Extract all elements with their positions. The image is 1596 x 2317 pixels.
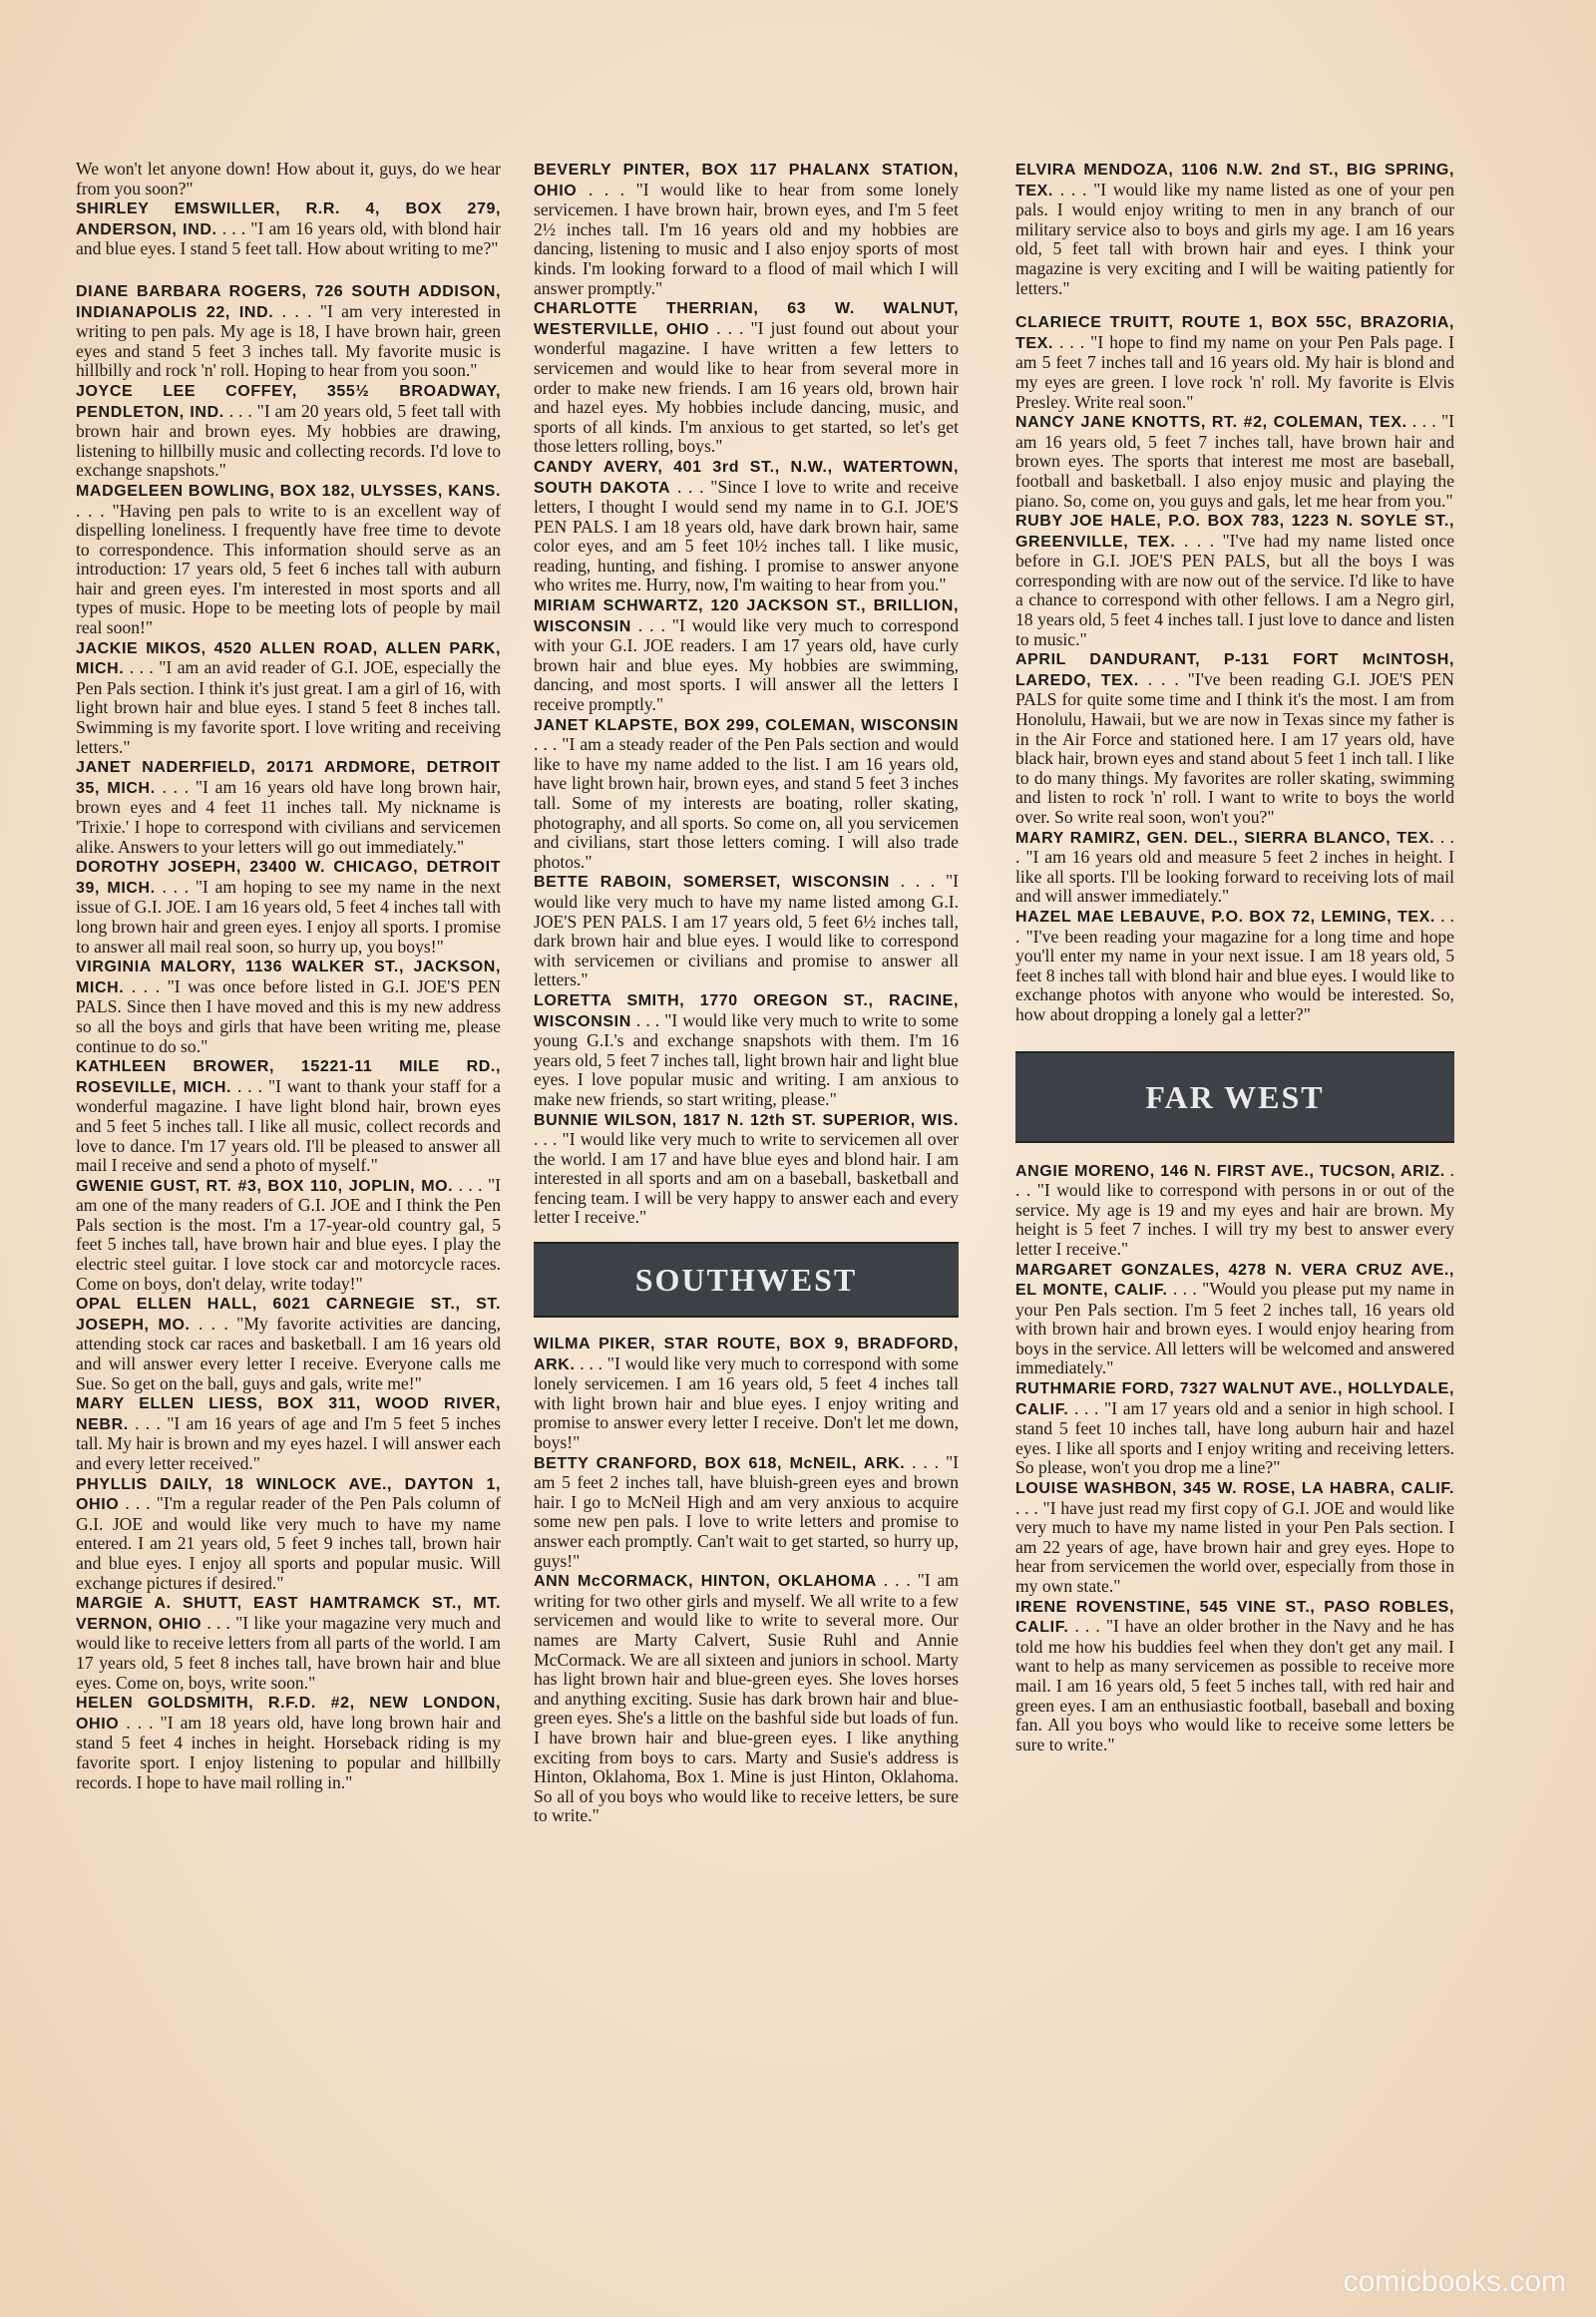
entry-text: . . . "I've been reading G.I. JOE'S PEN PALS for quite some time and I think it's the most. I am from Honolulu, Hawaii, but we are now in Texas since my father is in the Air Force and stationed here. I am 17 years old, have black hair, brown eyes and stand about 5 feet 1 inch tall. I like to do many things. My favorites are roller skating, swimming and listen to rock 'n' roll. I want to write to boys the world over. So write real soon, won't you?" (1015, 668, 1454, 827)
entry-name-address: IRENE ROVENSTINE, 545 VINE ST., PASO ROBLES, CALIF. (1015, 1598, 1454, 1637)
entry-text: . . . "I would like to correspond with persons in or out of the service. My age is 19 and my eyes and hair are brown. My height is 5 feet 7 inches. I will try my best to answer every letter I receive." (1015, 1159, 1454, 1259)
entry-text: . . . "I am 16 years old have long brown hair, brown eyes and 4 feet 11 inches tall. My nickname is 'Trixie.' I hope to correspond with civilians and servicemen alike. Answers to your letters will go out immediately." (76, 776, 501, 857)
pen-pal-entry (76, 1593, 501, 1693)
pen-pal-entry (76, 857, 501, 957)
column-1 (76, 160, 501, 1792)
entry-name-address: WILMA PIKER, STAR ROUTE, BOX 9, BRADFORD, ARK. (534, 1336, 959, 1373)
entry-text: . . . "I would like my name listed as one of your pen pals. I would enjoy writing to men in any branch of our military service also to boys and girls my age. I am 16 years old, 5 feet tall with brown hair and eyes. I think your magazine is very exciting and I will be waiting patiently for letters." (1015, 179, 1454, 298)
pen-pal-entry (1015, 1378, 1454, 1478)
entry-name-address: PHYLLIS DAILY, 18 WINLOCK AVE., DAYTON 1, OHIO (76, 1475, 501, 1514)
entry-name-address: ELVIRA MENDOZA, 1106 N.W. 2nd ST., BIG SPRING, TEX. (1015, 162, 1454, 199)
entry-text: . . . "I am writing for two other girls and myself. We all write to a few servicemen and would like to write to several more. Our names are Marty Calvert, Susie Ruhl and Annie McCormack. We are all sixteen and juniors in school. Marty has light brown hair and blue-green eyes. She loves horses and anything exciting. Susie has dark brown hair and blue-green eyes. She's a little on the bashful side but loads of fun. I have brown hair and blue-green eyes. I like anything exciting from boys to cars. Marty and Susie's address is Hinton, Oklahoma, Box 1. Mine is just Hinton, Oklahoma. So all of you boys who would like to receive letters, be sure to write." (534, 1570, 959, 1826)
entry-name-address: GWENIE GUST, RT. #3, BOX 110, JOPLIN, MO. (76, 1177, 454, 1195)
pen-pal-entry (76, 481, 501, 638)
entry-text: . . . "I like your magazine very much and would like to receive letters from all parts of the world. I am 17 years old, 5 feet 8 inches tall, have brown hair and blue eyes. Come on, boys, write soon." (76, 1612, 502, 1693)
column-3 (1015, 160, 1454, 1754)
pen-pal-entry (76, 1294, 501, 1393)
pen-pal-entry (76, 957, 501, 1056)
pen-pal-entry (1015, 828, 1454, 907)
entry-text: . . . "I am an avid reader of G.I. JOE, especially the Pen Pals section. I think it's just great. I am a girl of 16, with light brown hair and blue eyes. I stand 5 feet 8 inches tall. Swimming is my favorite sport. I love writing and receiving letters." (76, 657, 501, 757)
entry-name-address: JANET KLAPSTE, BOX 299, COLEMAN, WISCONSIN (534, 716, 959, 734)
entry-text: . . . "I would like very much to write to servicemen all over the world. I am 17 and have blue eyes and blond hair. I am interested in all sports and am on a baseball, basketball and fencing team. I will be very happy to answer each and every letter I receive." (534, 1129, 959, 1228)
entry-name-address: BEVERLY PINTER, BOX 117 PHALANX STATION, OHIO (534, 162, 959, 199)
entry-name-address: CHARLOTTE THERRIAN, 63 W. WALNUT, WESTERVILLE, OHIO (534, 300, 959, 338)
entry-text: . . . "I am 17 years old and a senior in high school. I stand 5 feet 10 inches tall, have long auburn hair and hazel eyes. I like all sports and I enjoy writing and receiving letters. So please, won't you drop me a line?" (1015, 1397, 1454, 1478)
entry-name-address: JANET NADERFIELD, 20171 ARDMORE, DETROIT 35, MICH. (76, 759, 501, 797)
entry-name-address: ANN McCORMACK, HINTON, OKLAHOMA (534, 1573, 877, 1591)
pen-pal-entry (76, 1056, 501, 1176)
pen-pal-entry (1015, 649, 1454, 827)
pen-pal-entry (534, 1571, 959, 1826)
entry-name-address: OPAL ELLEN HALL, 6021 CARNEGIE ST., ST. JOSEPH, MO. (76, 1296, 501, 1334)
entry-name-address: BUNNIE WILSON, 1817 N. 12th ST. SUPERIOR, WIS. (534, 1111, 959, 1129)
entry-name-address: ANGIE MORENO, 146 N. FIRST AVE., TUCSON, ARIZ. (1015, 1162, 1445, 1180)
entry-name-address: LOUISE WASHBON, 345 W. ROSE, LA HABRA, CALIF. (1015, 1480, 1454, 1498)
pen-pal-entry (534, 1334, 959, 1453)
entry-text: . . . "I am one of the many readers of G.I. JOE and I think the Pen Pals section is the most. I'm a 17-year-old country gal, 5 feet 5 inches tall, have brown hair and blue eyes. I play the electric steel guitar. I love stock car and motorcycle races. Come on boys, don't delay, write today!" (76, 1174, 502, 1294)
pen-pal-entry (534, 1110, 959, 1229)
entry-name-address: DOROTHY JOSEPH, 23400 W. CHICAGO, DETROIT 39, MICH. (76, 859, 501, 897)
pen-pal-entry (534, 872, 959, 990)
entry-text: . . . "Would you please put my name in your Pen Pals section. I'm 5 feet 2 inches tall, 16 years old with brown hair and brown eyes. I would enjoy hearing from boys in the service. All letters will be welcomed and answered immediately." (1015, 1279, 1454, 1378)
pen-pal-entry (76, 1176, 501, 1295)
entry-text: . . . "I would like very much to write to some young G.I.'s and exchange snapshots with them. I'm 16 years old, 5 feet 7 inches tall, light brown hair and light blue eyes. I love popular music and writing. I am anxious to make new friends, so start writing, please." (534, 1009, 959, 1109)
entry-text: . . . "I hope to find my name on your Pen Pals page. I am 5 feet 7 inches tall and 16 years old. My hair is blond and my eyes are green. I love rock 'n' roll. My favorite is Elvis Presley. Write real soon." (1015, 331, 1454, 412)
pen-pal-entry (1015, 312, 1454, 412)
entry-name-address: DIANE BARBARA ROGERS, 726 SOUTH ADDISON, INDIANAPOLIS 22, IND. (76, 282, 501, 321)
entry-text: . . . "I am hoping to see my name in the next issue of G.I. JOE. I am 16 years old, 5 feet 4 inches tall with long brown hair and green eyes. I enjoy all sports. I promise to answer all mail real soon, so hurry up, you boys!" (76, 876, 501, 957)
entry-name-address: KATHLEEN BROWER, 15221-11 MILE RD., ROSEVILLE, MICH. (76, 1058, 501, 1096)
entry-text: . . . "I am 18 years old, have long brown hair and stand 5 feet 4 inches in height. Horseback riding is my favorite sport. I enjoy listening to popular and hillbilly records. I hope to have mail rolling in." (76, 1712, 501, 1792)
entry-name-address: MIRIAM SCHWARTZ, 120 JACKSON ST., BRILLION, WISCONSIN (534, 597, 959, 635)
pen-pal-entry (1015, 160, 1454, 298)
entry-name-address: MADGELEEN BOWLING, BOX 182, ULYSSES, KANS. (76, 482, 501, 500)
pen-pal-entry (534, 990, 959, 1110)
pen-pal-entry (1015, 1478, 1454, 1597)
entry-text: . . . "I am 16 years old, with blond hair and blue eyes. I stand 5 feet tall. How about writing to me?" (76, 217, 501, 259)
entry-text: . . . "I'm a regular reader of the Pen Pals column of G.I. JOE and would like very much to have my name entered. I am 21 years old, 5 feet 9 inches tall, brown hair and blue eyes. I enjoy all sports and popular music. Will exchange pictures if desired." (76, 1493, 501, 1593)
pen-pal-entry (76, 381, 501, 481)
pen-pal-entry (534, 1453, 959, 1572)
pen-pal-entry (76, 1693, 501, 1792)
pen-pal-entry (1015, 907, 1454, 1025)
pen-pal-entry (534, 160, 959, 298)
entry-text: . . . "I would like very much to correspond with your G.I. JOE readers. I am 17 years old, have curly brown hair and blue eyes. My hobbies are swimming, dancing, and most sports. I will answer all the letters I receive promptly." (534, 614, 959, 715)
entry-text: . . . "Since I love to write and receive letters, I thought I would send my name in to G.I. JOE'S PEN PALS. I am 18 years old, have dark brown hair, same color eyes, and am 5 feet 10½ inches tall. I like music, reading, hunting, and fishing. I promise to answer anyone who writes me. Hurry, now, I'm waiting to hear from you." (534, 476, 959, 595)
entry-text: We won't let anyone down! How about it, guys, do we hear from you soon?" (76, 159, 501, 198)
entry-text: . . . "I want to thank your staff for a wonderful magazine. I have light blond hair, brown eyes and 5 feet 5 inches tall. I like all music, collect records and love to dance. I'm 17 years old. I'll be pleased to answer all mail I receive and send a photo of myself." (76, 1075, 501, 1176)
entry-text: . . . "I would like to hear from some lonely servicemen. I have brown hair, brown eyes, and I'm 5 feet 2½ inches tall. I'm 16 years old and my hobbies are dancing, listening to music and I also enjoy sports of most kinds. I'm looking forward to a flood of mail which I will answer promptly." (534, 179, 959, 298)
pen-pal-entry (76, 757, 501, 857)
entry-name-address: MARGARET GONZALES, 4278 N. VERA CRUZ AVE., EL MONTE, CALIF. (1015, 1261, 1454, 1300)
pen-pal-entry (1015, 1260, 1454, 1379)
section-banner: SOUTHWEST (534, 1242, 959, 1318)
entry-name-address: MARY ELLEN LIESS, BOX 311, WOOD RIVER, NEBR. (76, 1395, 501, 1433)
entry-name-address: HELEN GOLDSMITH, R.F.D. #2, NEW LONDON, OHIO (76, 1695, 501, 1733)
entry-text: . . . "I would like very much to correspond with some lonely servicemen. I am 16 years old, 5 feet 4 inches tall with light brown hair and blue eyes. I enjoy writing and promise to answer every letter I receive. Don't let me down, boys!" (534, 1352, 959, 1453)
entry-text: . . . "I just found out about your wonderful magazine. I have written a few letters to servicemen and would like to hear from several more in order to make new friends. I am 16 years old, brown hair and hazel eyes. My hobbies include dancing, music, and sports of all kinds. I'm anxious to get started, so let's get those letters rolling, boys." (534, 317, 959, 457)
watermark-text: comicbooks.com (1343, 2265, 1566, 2298)
entry-name-address: MARY RAMIRZ, GEN. DEL., SIERRA BLANCO, TEX. (1015, 829, 1435, 847)
entry-text: . . . "I am very interested in writing to pen pals. My age is 18, I have brown hair, green eyes and stand 5 feet 3 inches tall. My favorite music is hillbilly and rock 'n' roll. Hoping to hear from you soon." (76, 300, 502, 381)
column-2 (534, 160, 959, 1826)
entry-text: . . . "I've had my name listed once before in G.I. JOE'S PEN PALS, but all the boys I was corresponding with are now out of the service. I'd like to have a chance to correspond with other fellows. I am a Negro girl, 18 years old, 5 feet 4 inches tall. I just love to dance and listen to music." (1015, 530, 1454, 649)
pen-pal-entry (1015, 412, 1454, 511)
entry-text: . . . "I am a steady reader of the Pen Pals section and would like to have my name added to the list. I am 16 years old, have light brown hair, brown eyes, and stand 5 feet 3 inches tall. Some of my interests are boating, roller skating, photography, and all sports. So come on, all you servicemen and civilians, start those letters coming. I will also trade photos." (534, 734, 959, 872)
entry-name-address: SHIRLEY EMSWILLER, R.R. 4, BOX 279, ANDERSON, IND. (76, 200, 501, 238)
pen-pal-entry (534, 457, 959, 595)
entry-text: . . . "I have just read my first copy of G.I. JOE and would like very much to have my name listed in your Pen Pals section. I am 22 years of age, have brown hair and grey eyes. Hope to hear from servicemen the world over, especially from those in my own state." (1015, 1497, 1454, 1596)
entry-text: . . . "I have an older brother in the Navy and he has told me how his buddies feel when they don't get any mail. I want to help as many servicemen as possible to receive more mail. I am 16 years old, 5 feet 5 inches tall, with red hair and green eyes. I am an enthusiastic football, baseball and boxing fan. All you boys who would like to receive some letters be sure to write." (1015, 1616, 1454, 1754)
pen-pal-entry (1015, 1161, 1454, 1260)
pen-pal-entry (1015, 511, 1454, 649)
pen-pal-entry (534, 595, 959, 715)
entry-name-address: JOYCE LEE COFFEY, 355½ BROADWAY, PENDLETON, IND. (76, 382, 501, 421)
entry-name-address: RUBY JOE HALE, P.O. BOX 783, 1223 N. SOYLE ST., GREENVILLE, TEX. (1015, 513, 1454, 551)
entry-text: . . . "I am 5 feet 2 inches tall, have bluish-green eyes and brown hair. I go to McNeil High and am very anxious to acquire some new pen pals. I love to write letters and promise to answer each promptly. Can't wait to get started, so hurry up, guys!" (534, 1451, 959, 1571)
entry-name-address: HAZEL MAE LEBAUVE, P.O. BOX 72, LEMING, TEX. (1015, 908, 1435, 926)
entry-text: . . . "I am 20 years old, 5 feet tall with brown hair and brown eyes. My hobbies are drawing, listening to hillbilly music and collecting records. I'd love to exchange snapshots." (76, 400, 501, 481)
entry-name-address: BETTY CRANFORD, BOX 618, McNEIL, ARK. (534, 1454, 906, 1472)
pen-pal-entry (76, 1474, 501, 1594)
entry-text: . . . "I would like very much to have my name listed among G.I. JOE'S PEN PALS. I am 17 years old, 5 feet 6½ inches tall, dark brown hair and blue eyes. I would like to correspond with servicemen or civilians and promise to answer all letters." (534, 871, 959, 990)
pen-pal-entry (534, 715, 959, 873)
pen-pal-entry (76, 160, 501, 198)
entry-text: . . . "My favorite activities are dancing, attending stock car races and basketball. I am 16 years old and will answer every letter I receive. Everyone calls me Sue. So get on the ball, guys and gals, write me!" (76, 1313, 501, 1393)
entry-name-address: NANCY JANE KNOTTS, RT. #2, COLEMAN, TEX. (1015, 414, 1407, 432)
entry-name-address: RUTHMARIE FORD, 7327 WALNUT AVE., HOLLYDALE, CALIF. (1015, 1380, 1454, 1418)
entry-text: . . . "Having pen pals to write to is an excellent way of dispelling loneliness. I frequently have free time to devote to correspondence. This information should serve as an introduction: 17 years old, 5 feet 6 inches tall with auburn hair and green eyes. I'm interested in most sports and all types of music. Hope to be meeting lots of people by mail real soon!" (76, 500, 501, 638)
entry-name-address: VIRGINIA MALORY, 1136 WALKER ST., JACKSON, MICH. (76, 959, 501, 996)
entry-text: . . . "I am 16 years of age and I'm 5 feet 5 inches tall. My hair is brown and my eyes hazel. I will answer each and every letter received." (76, 1412, 501, 1473)
pen-pal-entry (76, 281, 501, 381)
entry-name-address: CANDY AVERY, 401 3rd ST., N.W., WATERTOWN, SOUTH DAKOTA (534, 458, 959, 497)
entry-name-address: JACKIE MIKOS, 4520 ALLEN ROAD, ALLEN PARK, MICH. (76, 639, 501, 678)
pen-pal-entry (76, 198, 501, 259)
entry-name-address: LORETTA SMITH, 1770 OREGON ST., RACINE, WISCONSIN (534, 991, 959, 1030)
entry-text: . . . "I am 16 years old, 5 feet 7 inches tall, have brown hair and brown eyes. The sports that interest me most are baseball, football and basketball. I also enjoy music and playing the piano. So, come on, you guys and gals, let me hear from you." (1015, 411, 1455, 511)
pen-pal-entry (76, 638, 501, 758)
entry-text: . . . "I've been reading your magazine for a long time and hope you'll enter my name in your next issue. I am 18 years old, 5 feet 8 inches tall with blond hair and blue eyes. I would like to exchange photos with anyone who would be interested. So, how about dropping a lonely gal a letter?" (1015, 905, 1454, 1024)
pen-pal-entry (534, 298, 959, 457)
entry-name-address: MARGIE A. SHUTT, EAST HAMTRAMCK ST., MT. VERNON, OHIO (76, 1595, 501, 1633)
entry-name-address: CLARIECE TRUITT, ROUTE 1, BOX 55C, BRAZORIA, TEX. (1015, 314, 1454, 352)
entry-text: . . . "I was once before listed in G.I. JOE'S PEN PALS. Since then I have moved and this is my new address so all the boys and girls that have been writing me, please continue to do so." (76, 975, 501, 1056)
entry-text: . . . "I am 16 years old and measure 5 feet 2 inches in height. I like all sports. I'll be looking forward to receiving lots of mail and will answer immediately." (1015, 826, 1455, 907)
section-banner: FAR WEST (1015, 1051, 1454, 1143)
entry-name-address: BETTE RABOIN, SOMERSET, WISCONSIN (534, 874, 890, 892)
pen-pal-entry (76, 1393, 501, 1473)
pen-pal-entry (1015, 1597, 1454, 1755)
entry-name-address: APRIL DANDURANT, P-131 FORT McINTOSH, LAREDO, TEX. (1015, 651, 1454, 689)
